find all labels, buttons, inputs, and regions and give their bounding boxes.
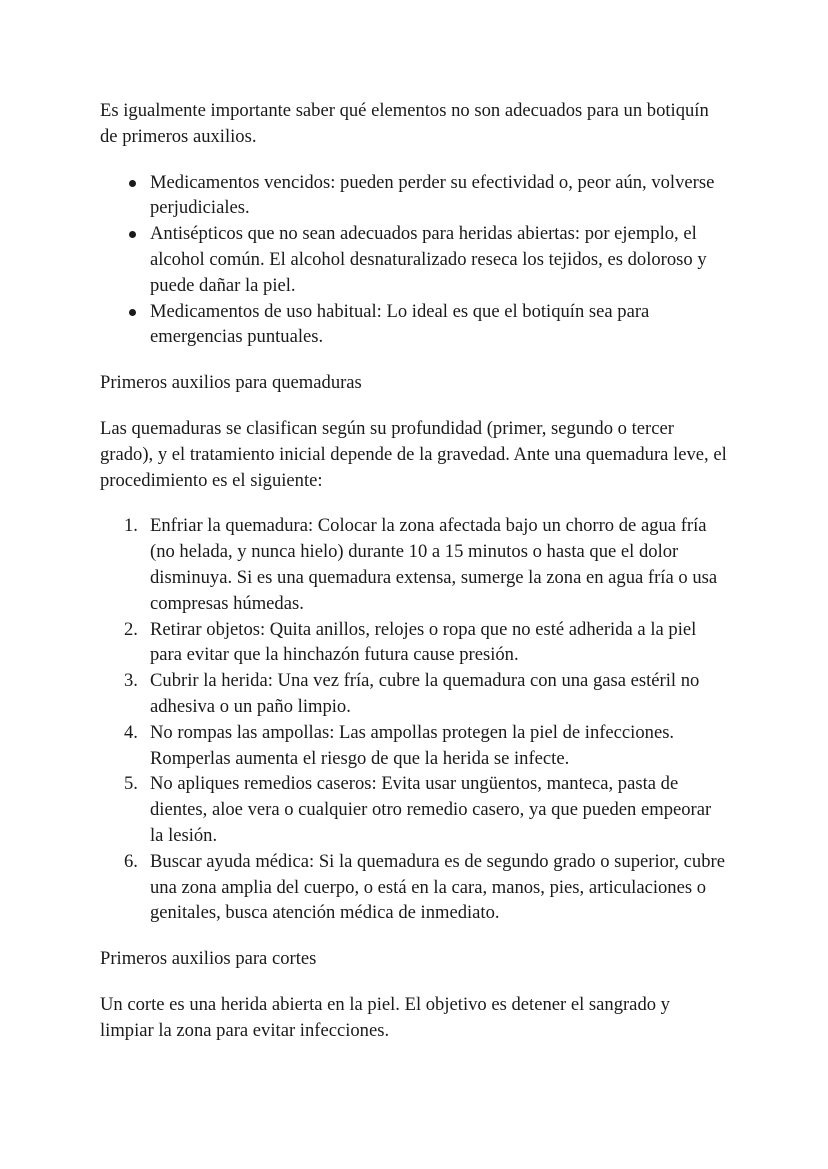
list-item-text: No apliques remedios caseros: Evita usar ungüentos, manteca, pasta de dientes, aloe vera o cualquier otro remedio casero, ya que pueden empeorar la lesión. xyxy=(150,773,712,846)
list-item: Medicamentos vencidos: pueden perder su efectividad o, peor aún, volverse perjudiciales. xyxy=(150,170,728,222)
list-item: Medicamentos de uso habitual: Lo ideal es que el botiquín sea para emergencias puntuales. xyxy=(150,299,728,351)
list-item-text: No rompas las ampollas: Las ampollas protegen la piel de infecciones. Romperlas aumenta el riesgo de que la herida se infecte. xyxy=(150,721,675,769)
intro-paragraph: Es igualmente importante saber qué elementos no son adecuados para un botiquín de primeros auxilios. xyxy=(100,100,709,147)
list-item xyxy=(124,513,728,616)
list-item-text: Cubrir la herida: Una vez fría, cubre la quemadura con una gasa estéril no adhesiva o un paño limpio. xyxy=(150,670,700,717)
list-number: 1. xyxy=(124,515,138,537)
list-item-text: Retirar objetos: Quita anillos, relojes o ropa que no esté adherida a la piel para evitar que la hinchazón futura cause presión. xyxy=(150,618,697,666)
list-item xyxy=(124,849,728,926)
document-page xyxy=(100,98,728,1064)
cuts-intro-paragraph: Un corte es una herida abierta en la piel. El objetivo es detener el sangrado y limpiar la zona para evitar infecciones. xyxy=(100,993,670,1041)
list-item xyxy=(124,771,728,848)
list-item xyxy=(124,617,728,669)
list-number: 4. xyxy=(124,721,138,743)
list-item-text: Buscar ayuda médica: Si la quemadura es de segundo grado o superior, cubre una zona amplia del cuerpo, o está en la cara, manos, pies, articulaciones o genitales, busca atención médica de inmediato. xyxy=(150,850,725,924)
cuts-heading: Primeros auxilios para cortes xyxy=(100,948,317,970)
list-number: 6. xyxy=(124,850,138,872)
list-item: Antisépticos que no sean adecuados para heridas abiertas: por ejemplo, el alcohol común. El alcohol desnaturalizado reseca los tejidos, es doloroso y puede dañar la piel. xyxy=(150,221,728,298)
list-number: 2. xyxy=(124,618,138,640)
list-item xyxy=(124,668,728,720)
list-number: 5. xyxy=(124,773,138,795)
burns-intro-paragraph: Las quemaduras se clasifican según su profundidad (primer, segundo o tercer grado), y el tratamiento inicial depende de la gravedad. Ante una quemadura leve, el procedimiento es el siguiente: xyxy=(100,417,727,491)
list-item xyxy=(124,720,728,772)
list-item-text: Enfriar la quemadura: Colocar la zona afectada bajo un chorro de agua fría (no helada, y nunca hielo) durante 10 a 15 minutos o hasta que el dolor disminuya. Si es una quemadura extensa, sumerge la zona en agua fría o usa compresas húmedas. xyxy=(150,515,718,614)
not-suitable-list xyxy=(100,170,728,351)
list-number: 3. xyxy=(124,670,138,692)
burns-steps-list xyxy=(100,513,728,926)
burns-heading: Primeros auxilios para quemaduras xyxy=(100,372,362,394)
